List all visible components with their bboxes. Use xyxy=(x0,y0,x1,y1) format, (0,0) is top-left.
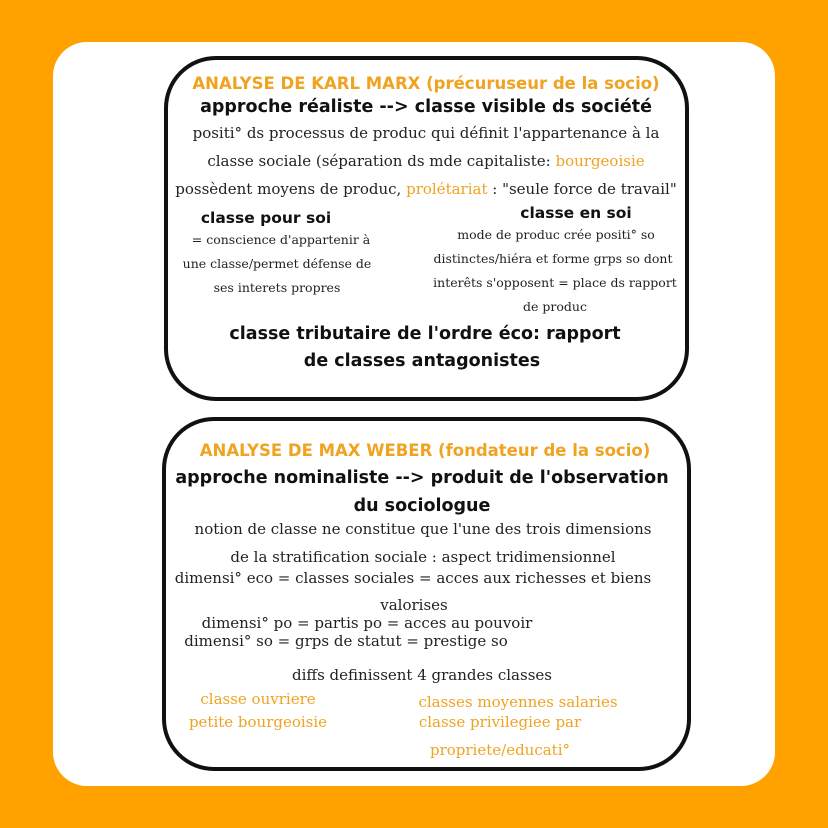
weber-line-3: dimensi° eco = classes sociales = acces aux richesses et biens xyxy=(174,569,652,587)
marx-line-3: possèdent moyens de produc, prolétariat : "seule force de travail" xyxy=(175,180,677,198)
weber-line-2: de la stratification sociale : aspect tridimensionnel xyxy=(230,548,616,566)
marx-line-2: classe sociale (séparation ds mde capitaliste: bourgeoisie xyxy=(207,152,645,170)
petite-bourgeoisie: petite bourgeoisie xyxy=(188,713,328,731)
en-soi-line-2: distinctes/hiéra et forme grps so dont xyxy=(433,251,673,266)
bourgeoisie-term: bourgeoisie xyxy=(555,152,645,170)
en-soi-line-3: interêts s'opposent = place ds rapport xyxy=(433,275,677,290)
propriete-education: propriete/educati° xyxy=(429,741,571,759)
pour-soi-line-2: une classe/permet défense de xyxy=(182,256,372,271)
marx-title: ANALYSE DE KARL MARX (précuruseur de la socio) xyxy=(192,74,660,93)
classe-privilegiee: classe privilegiee par xyxy=(418,713,582,731)
classe-en-soi-title: classe en soi xyxy=(520,204,632,222)
en-soi-line-1: mode de produc crée positi° so xyxy=(457,227,655,242)
marx-line-1: positi° ds processus de produc qui définit l'appartenance à la xyxy=(192,124,660,142)
weber-line-1: notion de classe ne constitue que l'une des trois dimensions xyxy=(194,520,652,538)
weber-approach-2: du sociologue xyxy=(353,496,491,516)
proletariat-term: prolétariat xyxy=(406,180,488,198)
classes-moyennes: classes moyennes salaries xyxy=(418,693,618,711)
weber-line-6: dimensi° so = grps de statut = prestige so xyxy=(184,632,508,650)
pour-soi-line-1: = conscience d'appartenir à xyxy=(191,232,371,247)
marx-approach: approche réaliste --> classe visible ds société xyxy=(200,97,652,117)
weber-line-4: valorises xyxy=(380,596,448,614)
pour-soi-line-3: ses interets propres xyxy=(213,280,341,295)
weber-approach-1: approche nominaliste --> produit de l'observation xyxy=(175,468,669,488)
weber-line-7: diffs definissent 4 grandes classes xyxy=(292,666,552,684)
en-soi-line-4: de produc xyxy=(523,299,587,314)
classe-ouvriere: classe ouvriere xyxy=(200,690,316,708)
marx-conclusion-2: de classes antagonistes xyxy=(303,351,541,371)
marx-conclusion-1: classe tributaire de l'ordre éco: rapport xyxy=(229,324,621,344)
classe-pour-soi-title: classe pour soi xyxy=(200,209,332,227)
weber-line-5: dimensi° po = partis po = acces au pouvoir xyxy=(201,614,533,632)
weber-title: ANALYSE DE MAX WEBER (fondateur de la socio) xyxy=(199,441,651,460)
